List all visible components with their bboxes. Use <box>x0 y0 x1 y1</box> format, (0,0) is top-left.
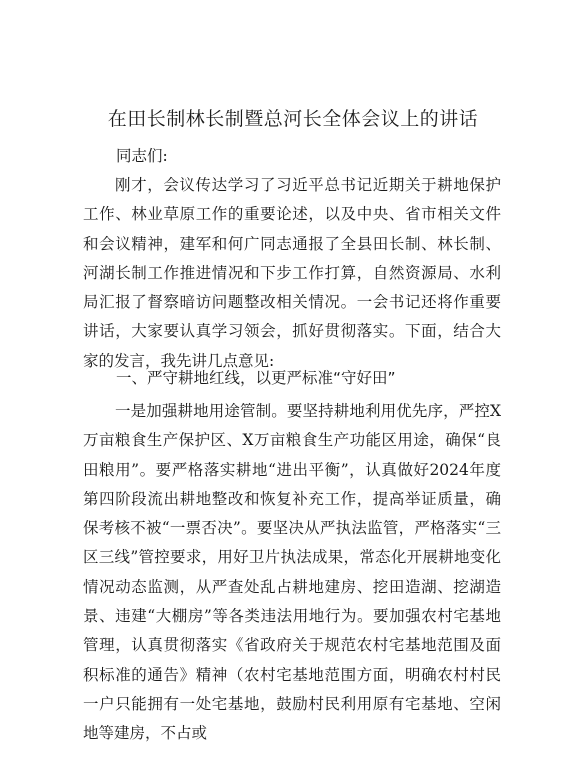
salutation: 同志们: <box>116 147 168 165</box>
document-title: 在田长制林长制暨总河长全体会议上的讲话 <box>107 108 479 130</box>
section-heading-1: 一、严守耕地红线，以更严标准“守好田” <box>116 369 396 387</box>
body-paragraph-1: 刚才，会议传达学习了习近平总书记近期关于耕地保护工作、林业草原工作的重要论述，以及中央、省市相关文件和会议精神，建军和何广同志通报了全县田长制、林长制、河湖长制工作推进情况和下步工作打算，自然资源局、水利局汇报了督察暗访问题整改相关情况。一会书记还将作重要讲话，大家要认真学习领会，抓好贯彻落实。下面，结合大家的发言，我先讲几点意见: <box>83 176 501 370</box>
body-paragraph-2: 一是加强耕地用途管制。要坚持耕地利用优先序，严控X万亩粮食生产保护区、X万亩粮食生产功能区用途，确保“良田粮用”。要严格落实耕地“进出平衡”，认真做好2024年度第四阶段流出耕地整改和恢复补充工作，提高举证质量，确保考核不被“一票否决”。要坚决从严执法监管，严格落实“三区三线”管控要求，用好卫片执法成果，常态化开展耕地变化情况动态监测，从严查处乱占耕地建房、挖田造湖、挖湖造景、违建“大棚房”等各类违法用地行为。要加强农村宅基地管理，认真贯彻落实《省政府关于规范农村宅基地范围及面积标准的通告》精神（农村宅基地范围方面，明确农村村民一户只能拥有一处宅基地，鼓励村民利用原有宅基地、空闲地等建房，不占或 <box>83 402 501 743</box>
